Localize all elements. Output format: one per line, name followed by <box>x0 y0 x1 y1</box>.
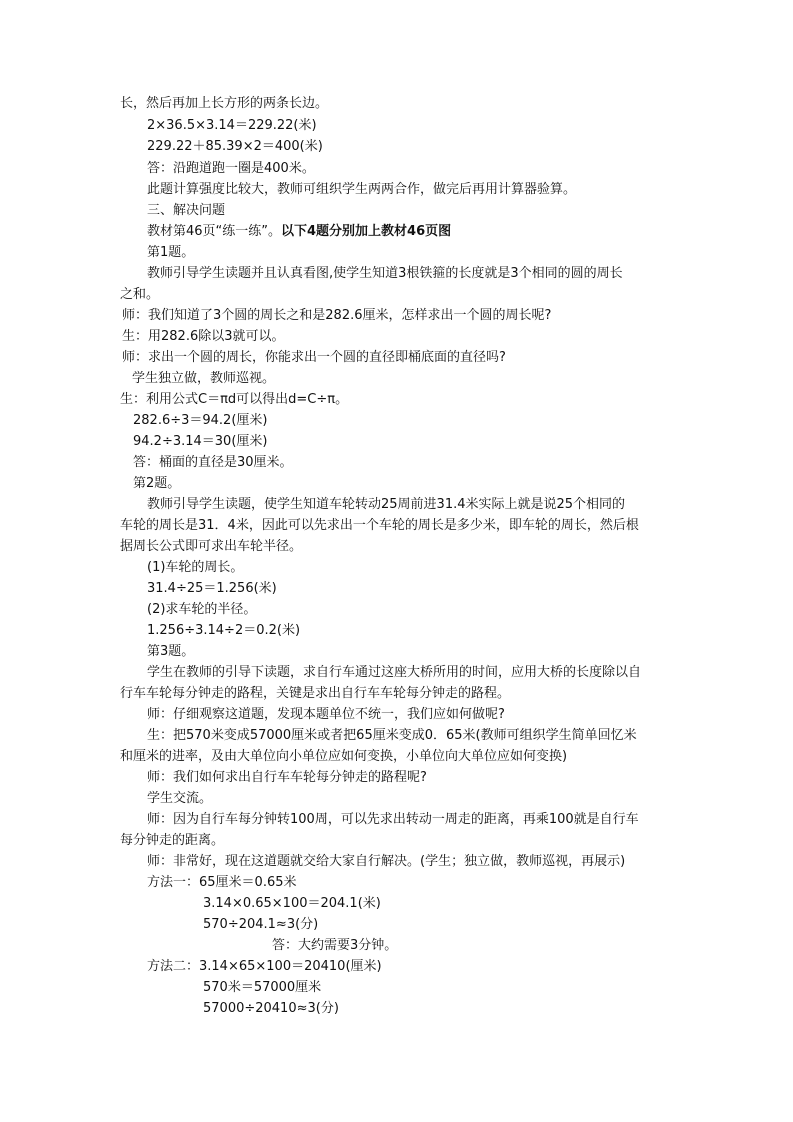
text-line: 生：把570米变成57000厘米或者把65厘米变成0．65米(教师可组织学生简单回忆米 <box>147 728 637 743</box>
text-line: 师：因为自行车每分钟转100周，可以先求出转动一周走的距离，再乘100就是自行车 <box>147 812 639 827</box>
text-line: 学生交流。 <box>147 791 213 806</box>
text-line: 282.6÷3＝94.2(厘米) <box>133 413 268 428</box>
text-line: 方法一：65厘米＝0.65米 <box>147 875 297 890</box>
text-line: 师：我们知道了3个圆的周长之和是282.6厘米，怎样求出一个圆的周长呢? <box>122 308 552 323</box>
text-line: 和厘米的进率，及由大单位向小单位应如何变换，小单位向大单位应如何变换) <box>120 749 568 764</box>
bold-note: 以下4题分别加上教材46页图 <box>281 224 452 239</box>
question-heading: 第1题。 <box>147 245 195 260</box>
text-line: 570米＝57000厘米 <box>203 980 322 995</box>
text-line: 师：我们如何求出自行车车轮每分钟走的路程呢? <box>147 770 427 785</box>
text-line: 师：求出一个圆的周长，你能求出一个圆的直径即桶底面的直径吗? <box>122 350 506 365</box>
text-span: 教材第46页“练一练”。 <box>147 224 282 239</box>
question-heading: 第3题。 <box>147 644 195 659</box>
text-line: 31.4÷25＝1.256(米) <box>147 581 277 596</box>
text-line: 此题计算强度比较大，教师可组织学生两两合作，做完后再用计算器验算。 <box>147 182 577 197</box>
text-line: 3.14×0.65×100＝204.1(米) <box>203 896 381 911</box>
text-line: 答：桶面的直径是30厘米。 <box>133 455 293 470</box>
text-line: 教师引导学生读题，使学生知道车轮转动25周前进31.4米实际上就是说25个相同的 <box>147 497 626 512</box>
question-heading: 第2题。 <box>133 476 181 491</box>
text-line: 1.256÷3.14÷2＝0.2(米) <box>147 623 301 638</box>
text-line: 94.2÷3.14＝30(厘米) <box>133 434 268 449</box>
text-line: 答：沿跑道跑一圈是400米。 <box>147 161 315 176</box>
text-line: 师：仔细观察这道题，发现本题单位不统一，我们应如何做呢? <box>147 707 505 722</box>
text-line: 生：利用公式C＝πd可以得出d=C÷π。 <box>120 392 349 407</box>
text-line <box>147 222 451 242</box>
text-line: 学生在教师的引导下读题，求自行车通过这座大桥所用的时间，应用大桥的长度除以自 <box>147 665 642 680</box>
section-heading: 三、解决问题 <box>147 203 226 218</box>
text-line: 教师引导学生读题并且认真看图,使学生知道3根铁箍的长度就是3个相同的圆的周长 <box>147 266 623 281</box>
text-line: 57000÷20410≈3(分) <box>203 1001 339 1016</box>
text-line: 车轮的周长是31．4米，因此可以先求出一个车轮的周长是多少米，即车轮的周长，然后根 <box>120 518 639 533</box>
text-line: 据周长公式即可求出车轮半径。 <box>120 539 303 554</box>
text-line: 229.22＋85.39×2＝400(米) <box>147 139 323 154</box>
text-line: 570÷204.1≈3(分) <box>203 917 319 932</box>
text-line: 生：用282.6除以3就可以。 <box>122 329 285 344</box>
text-line: 行车车轮每分钟走的路程，关键是求出自行车车轮每分钟走的路程。 <box>120 686 511 701</box>
text-line: (1)车轮的周长。 <box>147 560 244 575</box>
text-line: 答：大约需要3分钟。 <box>272 938 398 953</box>
text-line: 每分钟走的距离。 <box>120 833 225 848</box>
text-line: 长，然后再加上长方形的两条长边。 <box>120 96 329 111</box>
text-line: 师：非常好，现在这道题就交给大家自行解决。(学生；独立做，教师巡视，再展示) <box>147 854 626 869</box>
text-line: 方法二：3.14×65×100＝20410(厘米) <box>147 959 382 974</box>
text-line: (2)求车轮的半径。 <box>147 602 257 617</box>
text-line: 学生独立做，教师巡视。 <box>132 371 276 386</box>
text-line: 之和。 <box>120 287 160 302</box>
text-line: 2×36.5×3.14＝229.22(米) <box>147 118 317 133</box>
